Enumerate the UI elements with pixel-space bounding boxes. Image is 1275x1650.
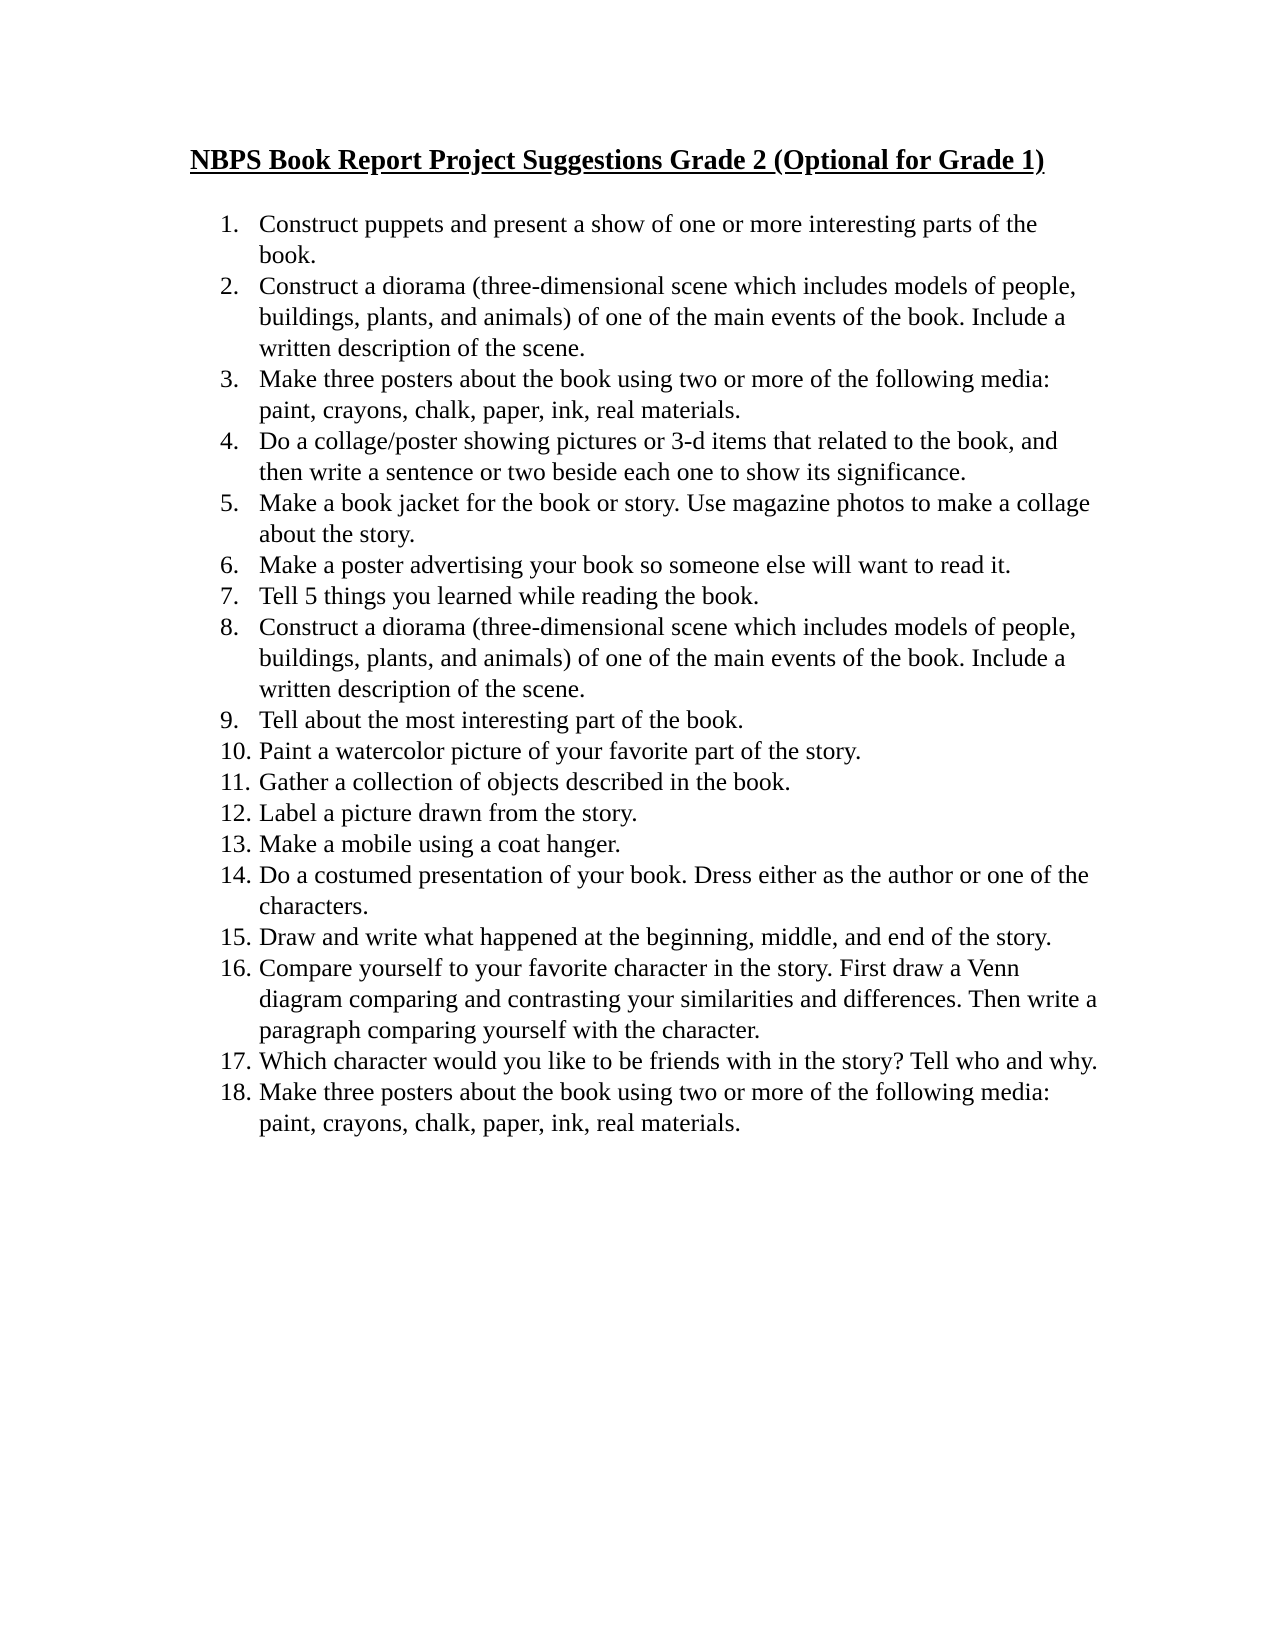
item-number: 14. <box>220 860 252 889</box>
list-item <box>220 766 1100 797</box>
document-title: NBPS Book Report Project Suggestions Grade 2 (Optional for Grade 1) <box>190 145 1045 176</box>
item-number: 17. <box>220 1046 252 1075</box>
item-text: Tell 5 things you learned while reading the book. <box>259 581 760 610</box>
item-number: 4. <box>220 426 240 455</box>
list-item <box>220 859 1100 921</box>
item-text: Tell about the most interesting part of the book. <box>259 705 744 734</box>
item-text: Construct a diorama (three-dimensional scene which includes models of people, buildings, plants, and animals) of one of the main events of the book. Include a written description of the scene. <box>259 612 1077 703</box>
item-text: Label a picture drawn from the story. <box>259 798 638 827</box>
item-number: 8. <box>220 612 240 641</box>
item-number: 9. <box>220 705 240 734</box>
item-text: Do a costumed presentation of your book. Dress either as the author or one of the characters. <box>259 860 1089 920</box>
item-text: Draw and write what happened at the beginning, middle, and end of the story. <box>259 922 1052 951</box>
list-item <box>220 487 1100 549</box>
item-number: 7. <box>220 581 240 610</box>
suggestion-list <box>220 208 1100 1138</box>
item-number: 6. <box>220 550 240 579</box>
item-text: Do a collage/poster showing pictures or 3-d items that related to the book, and then write a sentence or two beside each one to show its significance. <box>259 426 1058 486</box>
list-item <box>220 921 1100 952</box>
item-text: Make a poster advertising your book so someone else will want to read it. <box>259 550 1012 579</box>
list-item <box>220 1076 1100 1138</box>
list-item <box>220 549 1100 580</box>
item-text: Make three posters about the book using two or more of the following media: paint, crayons, chalk, paper, ink, real materials. <box>259 364 1051 424</box>
item-number: 1. <box>220 209 240 238</box>
item-text: Make a mobile using a coat hanger. <box>259 829 621 858</box>
item-number: 18. <box>220 1077 252 1106</box>
item-text: Paint a watercolor picture of your favorite part of the story. <box>259 736 862 765</box>
item-number: 13. <box>220 829 252 858</box>
list-item <box>220 363 1100 425</box>
list-item <box>220 704 1100 735</box>
item-number: 3. <box>220 364 240 393</box>
list-item <box>220 735 1100 766</box>
item-text: Construct puppets and present a show of one or more interesting parts of the book. <box>259 209 1038 269</box>
list-item <box>220 270 1100 363</box>
item-number: 11. <box>220 767 251 796</box>
list-item <box>220 828 1100 859</box>
list-item <box>220 611 1100 704</box>
item-number: 15. <box>220 922 252 951</box>
list-item <box>220 208 1100 270</box>
list-item <box>220 1045 1100 1076</box>
list-item <box>220 580 1100 611</box>
item-text: Gather a collection of objects described in the book. <box>259 767 791 796</box>
item-text: Make a book jacket for the book or story. Use magazine photos to make a collage about the story. <box>259 488 1091 548</box>
list-item <box>220 425 1100 487</box>
list-item <box>220 797 1100 828</box>
item-number: 5. <box>220 488 240 517</box>
item-number: 12. <box>220 798 252 827</box>
item-number: 2. <box>220 271 240 300</box>
item-text: Compare yourself to your favorite character in the story. First draw a Venn diagram comparing and contrasting your similarities and differences. Then write a paragraph comparing yourself with the character. <box>259 953 1098 1044</box>
item-number: 10. <box>220 736 252 765</box>
item-text: Which character would you like to be friends with in the story? Tell who and why. <box>259 1046 1098 1075</box>
list-item <box>220 952 1100 1045</box>
item-number: 16. <box>220 953 252 982</box>
item-text: Construct a diorama (three-dimensional scene which includes models of people, buildings, plants, and animals) of one of the main events of the book. Include a written description of the scene. <box>259 271 1077 362</box>
item-text: Make three posters about the book using two or more of the following media: paint, crayons, chalk, paper, ink, real materials. <box>259 1077 1051 1137</box>
